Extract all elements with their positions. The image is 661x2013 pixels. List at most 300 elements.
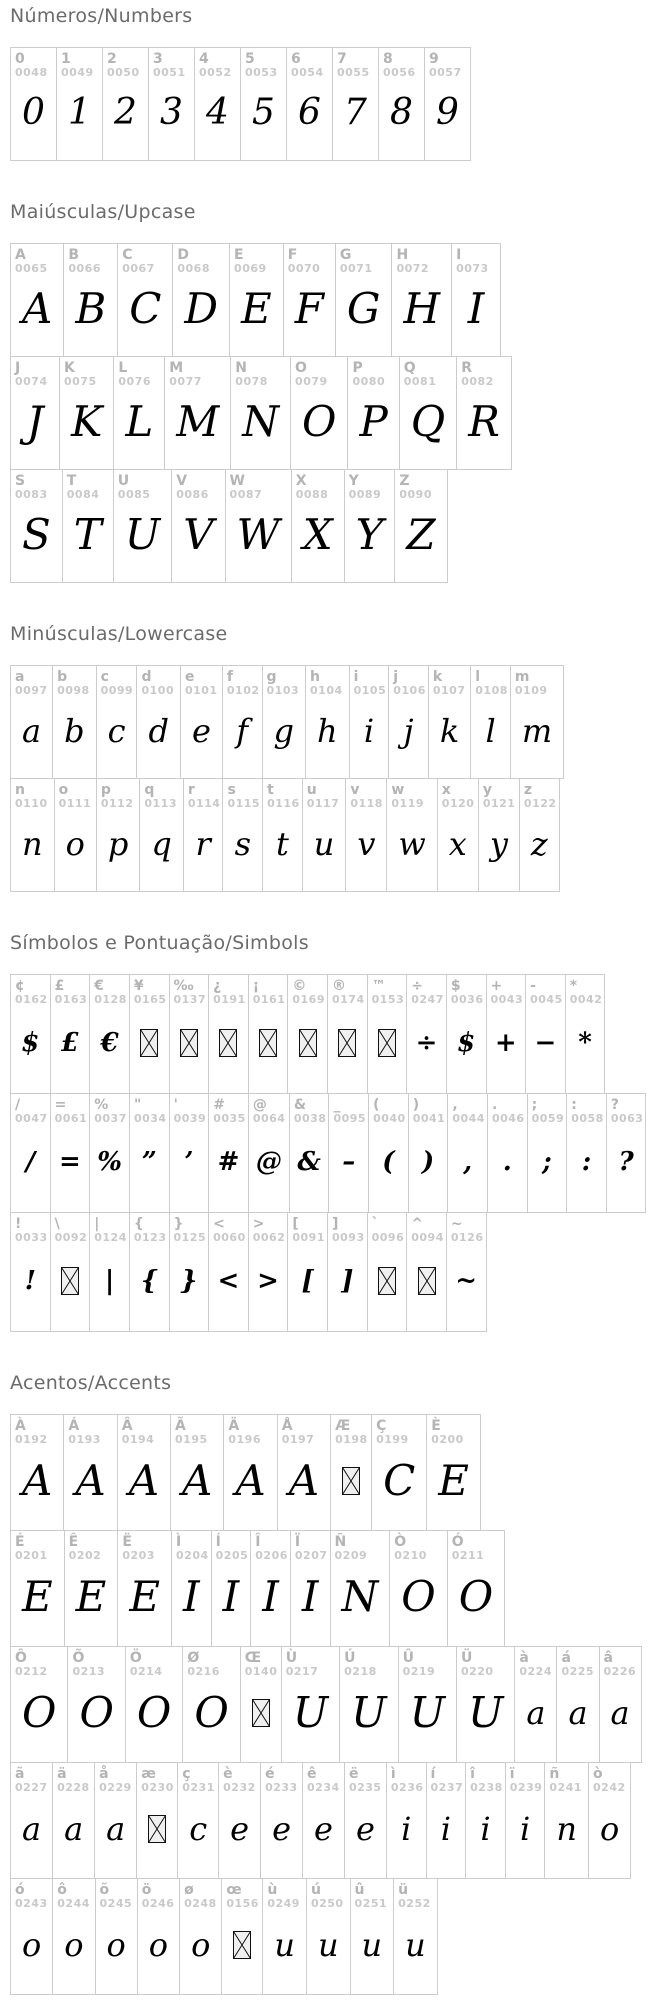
cell-unicode-code: 0049 <box>61 66 94 80</box>
glyph-preview <box>345 1795 386 1878</box>
glyph-preview <box>387 811 436 891</box>
glyph-preview <box>303 1795 344 1878</box>
cell-unicode-code: 0250 <box>310 1897 344 1911</box>
glyph-cell-0094 <box>406 1212 447 1332</box>
glyph-cell-0074 <box>10 356 60 470</box>
cell-character-label: | <box>94 1216 100 1232</box>
section-title-accents: Acentos/Accents <box>10 1372 172 1394</box>
cell-header <box>178 1763 218 1795</box>
cell-unicode-code: 0118 <box>350 797 383 811</box>
cell-unicode-code: 0111 <box>58 797 92 811</box>
cell-unicode-code: 0054 <box>291 66 324 80</box>
glyph: a <box>22 711 42 750</box>
cell-character-label: = <box>54 1097 67 1113</box>
cell-unicode-code: 0079 <box>295 375 328 389</box>
glyph-cell-0198 <box>330 1414 372 1531</box>
glyph-preview <box>97 811 139 891</box>
glyph: x <box>448 824 467 863</box>
section-accents <box>10 1372 661 1995</box>
cell-header <box>387 1763 426 1795</box>
cell-character-label: Ó <box>451 1534 464 1550</box>
cell-character-label: Û <box>402 1650 414 1666</box>
glyph: y <box>489 824 508 863</box>
cell-header <box>506 1763 545 1795</box>
cell-character-label: ` <box>371 1216 379 1232</box>
glyph-cell-0104 <box>305 665 350 779</box>
cell-character-label: R <box>461 360 472 376</box>
glyph-cell-0122 <box>519 778 560 892</box>
cell-character-label: æ <box>141 1766 156 1782</box>
cell-header <box>263 666 305 698</box>
glyph-preview <box>515 1679 556 1762</box>
cell-header <box>328 975 367 1007</box>
cell-character-label: l <box>475 669 481 685</box>
cell-unicode-code: 0203 <box>122 1549 155 1563</box>
glyph: e <box>355 1810 375 1849</box>
glyph-preview <box>379 80 424 160</box>
cell-header <box>340 1647 397 1679</box>
glyph-preview <box>114 502 171 582</box>
cell-unicode-code: 0066 <box>68 262 101 276</box>
cell-character-label: G <box>339 247 352 263</box>
cell-character-label: w <box>391 782 405 798</box>
glyph-row <box>10 1093 646 1213</box>
glyph-cell-0235 <box>344 1762 387 1879</box>
cell-unicode-code: 0098 <box>57 684 90 698</box>
cell-character-label: Ë <box>122 1534 132 1550</box>
cell-character-label: 7 <box>337 51 347 67</box>
glyph: = <box>59 1146 81 1177</box>
cell-unicode-code: 0128 <box>94 993 127 1007</box>
cell-character-label: i <box>353 669 359 685</box>
glyph-preview <box>118 1447 170 1530</box>
cell-header <box>170 975 209 1007</box>
glyph-preview <box>427 1447 480 1530</box>
glyph-cell-0056 <box>378 47 425 161</box>
cell-character-label: D <box>177 247 189 263</box>
glyph: O <box>136 1688 172 1738</box>
glyph-cell-0191 <box>208 974 249 1094</box>
glyph-cell-0169 <box>287 974 328 1094</box>
glyph: 6 <box>298 91 321 133</box>
glyph-cell-0033 <box>10 1212 51 1332</box>
cell-header <box>241 48 286 80</box>
cell-unicode-code: 0033 <box>15 1231 48 1245</box>
glyph: s <box>234 824 251 863</box>
glyph-preview <box>457 389 511 469</box>
glyph-preview <box>409 1126 448 1212</box>
glyph-cell-0107 <box>428 665 471 779</box>
glyph-preview <box>448 1563 504 1646</box>
glyph: A <box>22 1456 53 1506</box>
glyph: u <box>405 1926 426 1965</box>
glyph-cell-0174 <box>327 974 368 1094</box>
cell-header <box>528 1094 567 1126</box>
cell-unicode-code: 0231 <box>182 1781 215 1795</box>
glyph-cell-0163 <box>50 974 91 1094</box>
glyph-cell-0069 <box>229 243 284 357</box>
cell-character-label: > <box>252 1216 265 1232</box>
cell-character-label: ë <box>348 1766 359 1782</box>
cell-header <box>427 1763 466 1795</box>
glyph: z <box>530 824 548 863</box>
cell-header <box>137 1763 177 1795</box>
glyph-row <box>10 47 471 161</box>
glyph-cell-0248 <box>179 1878 222 1995</box>
cell-unicode-code: 0102 <box>226 684 260 698</box>
glyph-preview <box>11 80 56 160</box>
cell-character-label: Ø <box>187 1650 200 1666</box>
cell-character-label: v <box>350 782 360 798</box>
glyph: e <box>272 1810 292 1849</box>
cell-unicode-code: 0073 <box>456 262 489 276</box>
cell-unicode-code: 0228 <box>57 1781 90 1795</box>
glyph-cell-0213 <box>67 1646 125 1763</box>
glyph-preview <box>184 811 223 891</box>
cell-unicode-code: 0226 <box>603 1665 637 1679</box>
cell-unicode-code: 0126 <box>450 1231 484 1245</box>
cell-header <box>303 779 346 811</box>
glyph: i <box>401 1810 412 1849</box>
cell-character-label: 0 <box>15 51 25 67</box>
glyph-row <box>10 1212 487 1332</box>
cell-unicode-code: 0195 <box>175 1433 208 1447</box>
cell-header <box>471 666 510 698</box>
cell-unicode-code: 0067 <box>122 262 155 276</box>
glyph-cell-0209 <box>330 1530 391 1647</box>
cell-unicode-code: 0238 <box>470 1781 503 1795</box>
glyph: £ <box>60 1027 79 1058</box>
glyph: + <box>494 1027 517 1058</box>
cell-character-label: ] <box>332 1216 339 1232</box>
glyph-cell-0195 <box>170 1414 224 1531</box>
glyph-cell-0047 <box>10 1093 51 1213</box>
cell-header <box>11 1763 52 1795</box>
cell-unicode-code: 0252 <box>398 1897 431 1911</box>
glyph-row <box>10 1646 642 1763</box>
glyph-cell-0115 <box>222 778 263 892</box>
glyph-cell-0111 <box>54 778 97 892</box>
glyph-cell-0165 <box>129 974 170 1094</box>
cell-character-label: - <box>530 978 536 994</box>
cell-character-label: F <box>287 247 298 263</box>
cell-unicode-code: 0191 <box>213 993 246 1007</box>
cell-character-label: K <box>64 360 75 376</box>
glyph-cell-0098 <box>52 665 96 779</box>
missing-glyph-icon <box>61 1267 79 1295</box>
cell-header <box>447 1213 486 1245</box>
cell-header <box>566 975 605 1007</box>
cell-header <box>251 1531 290 1563</box>
cell-unicode-code: 0202 <box>68 1549 102 1563</box>
cell-character-label: á <box>561 1650 571 1666</box>
glyph-preview <box>333 80 378 160</box>
cell-character-label: & <box>293 1097 307 1113</box>
cell-character-label: s <box>227 782 236 798</box>
glyph: e <box>191 711 211 750</box>
glyph: U <box>409 1688 445 1738</box>
cell-unicode-code: 0084 <box>66 488 100 502</box>
cell-character-label: U <box>117 473 130 489</box>
glyph-preview <box>11 1126 50 1212</box>
section-title-symbols: Símbolos e Pontuação/Simbols <box>10 932 309 954</box>
glyph: L <box>125 396 154 446</box>
glyph: O <box>22 1688 57 1738</box>
cell-unicode-code: 0094 <box>411 1231 444 1245</box>
glyph-cell-0096 <box>367 1212 408 1332</box>
cell-header <box>427 1415 480 1447</box>
glyph-preview <box>292 502 344 582</box>
glyph-cell-0224 <box>514 1646 557 1763</box>
glyph: U <box>467 1688 504 1738</box>
glyph: & <box>297 1146 321 1177</box>
glyph-cell-0123 <box>129 1212 170 1332</box>
cell-header <box>11 975 50 1007</box>
cell-header <box>51 1213 90 1245</box>
glyph-preview <box>278 1447 330 1530</box>
cell-character-label: L <box>118 360 128 376</box>
cell-unicode-code: 0225 <box>561 1665 595 1679</box>
glyph-cell-0153 <box>367 974 408 1094</box>
cell-unicode-code: 0113 <box>144 797 177 811</box>
glyph-preview <box>230 276 283 356</box>
cell-character-label: a <box>15 669 25 685</box>
section-upcase <box>10 201 661 583</box>
glyph-preview <box>11 698 52 778</box>
glyph-preview <box>487 1007 526 1093</box>
cell-character-label: ~ <box>450 1216 463 1232</box>
glyph-preview <box>103 80 148 160</box>
glyph: j <box>403 711 414 750</box>
cell-unicode-code: 0065 <box>15 262 48 276</box>
cell-unicode-code: 0193 <box>68 1433 101 1447</box>
glyph-preview <box>173 276 229 356</box>
cell-header <box>90 1094 129 1126</box>
glyph-cell-0161 <box>248 974 289 1094</box>
glyph-preview <box>209 1245 248 1331</box>
glyph: a <box>610 1694 630 1733</box>
glyph: V <box>183 509 214 559</box>
glyph-cell-0106 <box>388 665 429 779</box>
glyph-cell-0242 <box>588 1762 631 1879</box>
cell-character-label: ï <box>509 1766 515 1782</box>
glyph-preview <box>479 811 519 891</box>
glyph-preview <box>64 276 117 356</box>
cell-character-label: é <box>265 1766 275 1782</box>
cell-header <box>241 1647 281 1679</box>
glyph-cell-0093 <box>327 1212 368 1332</box>
cell-character-label: ì <box>390 1766 396 1782</box>
cell-unicode-code: 0207 <box>294 1549 328 1563</box>
cell-header <box>11 666 52 698</box>
cell-character-label: c <box>100 669 109 685</box>
glyph-row <box>10 469 448 583</box>
cell-header <box>457 357 511 389</box>
cell-unicode-code: 0213 <box>72 1665 106 1679</box>
glyph: A <box>22 283 53 333</box>
cell-unicode-code: 0108 <box>475 684 508 698</box>
glyph-cell-0220 <box>456 1646 515 1763</box>
cell-character-label: £ <box>54 978 65 994</box>
glyph-cell-0091 <box>287 1212 328 1332</box>
cell-character-label: Ã <box>175 1418 186 1434</box>
cell-character-label: Ì <box>176 1534 182 1550</box>
glyph-cell-0243 <box>10 1878 53 1995</box>
cell-unicode-code: 0245 <box>99 1897 133 1911</box>
cell-unicode-code: 0088 <box>295 488 329 502</box>
cell-header <box>90 975 129 1007</box>
glyph: [ <box>301 1265 314 1296</box>
cell-character-label: Í <box>215 1534 221 1550</box>
cell-unicode-code: 0125 <box>173 1231 207 1245</box>
cell-unicode-code: 0090 <box>399 488 432 502</box>
glyph-cell-0048 <box>10 47 57 161</box>
glyph-preview <box>64 1447 116 1530</box>
glyph-cell-0249 <box>262 1878 307 1995</box>
glyph-cell-0044 <box>447 1093 488 1213</box>
glyph-cell-0251 <box>350 1878 395 1995</box>
cell-character-label: < <box>213 1216 225 1232</box>
cell-unicode-code: 0046 <box>491 1112 525 1126</box>
cell-character-label: Y <box>348 473 359 489</box>
cell-header <box>64 1415 116 1447</box>
glyph-cell-0193 <box>63 1414 117 1531</box>
glyph-preview <box>368 1007 407 1093</box>
cell-character-label: $ <box>450 978 461 994</box>
cell-header <box>390 1531 446 1563</box>
glyph-preview <box>345 502 395 582</box>
cell-unicode-code: 0233 <box>265 1781 298 1795</box>
glyph-cell-0055 <box>332 47 379 161</box>
glyph: o <box>106 1926 126 1965</box>
cell-header <box>307 1879 350 1911</box>
cell-header <box>263 779 302 811</box>
glyph-cell-0065 <box>10 243 64 357</box>
glyph-preview <box>55 811 96 891</box>
glyph: A <box>75 1456 106 1506</box>
cell-character-label: Õ <box>72 1650 85 1666</box>
cell-character-label: Ò <box>394 1534 407 1550</box>
glyph: $ <box>21 1027 40 1058</box>
cell-header <box>114 470 171 502</box>
glyph-cell-0217 <box>281 1646 340 1763</box>
cell-header <box>130 1094 169 1126</box>
cell-header <box>130 975 169 1007</box>
cell-character-label: ã <box>15 1766 25 1782</box>
glyph-preview <box>180 1911 221 1994</box>
cell-header <box>222 1879 262 1911</box>
cell-unicode-code: 0116 <box>267 797 300 811</box>
glyph-cell-0239 <box>505 1762 546 1879</box>
glyph-preview <box>60 389 113 469</box>
glyph-cell-0060 <box>208 1212 249 1332</box>
cell-character-label: Ú <box>344 1650 356 1666</box>
glyph: i <box>480 1810 491 1849</box>
cell-header <box>282 1647 339 1679</box>
glyph: A <box>182 1456 213 1506</box>
cell-header <box>55 779 96 811</box>
glyph: i <box>363 711 375 750</box>
cell-character-label: @ <box>252 1097 267 1113</box>
glyph-cell-0067 <box>117 243 173 357</box>
cell-unicode-code: 0077 <box>169 375 202 389</box>
cell-character-label: À <box>15 1418 26 1434</box>
cell-character-label: [ <box>292 1216 299 1232</box>
glyph-cell-0219 <box>398 1646 457 1763</box>
glyph: E <box>241 283 272 333</box>
cell-unicode-code: 0056 <box>383 66 416 80</box>
glyph-preview <box>407 1007 446 1093</box>
glyph-cell-0076 <box>113 356 165 470</box>
glyph-preview <box>395 502 446 582</box>
cell-header <box>372 1415 426 1447</box>
glyph: B <box>75 283 107 333</box>
glyph: A <box>288 1456 320 1506</box>
glyph: } <box>180 1265 198 1296</box>
cell-header <box>545 1763 588 1795</box>
cell-header <box>291 357 347 389</box>
cell-character-label: / <box>15 1097 21 1113</box>
glyph-row <box>10 1414 481 1531</box>
cell-character-label: g <box>266 669 277 685</box>
cell-unicode-code: 0101 <box>184 684 218 698</box>
cell-unicode-code: 0122 <box>523 797 557 811</box>
cell-unicode-code: 0209 <box>334 1549 368 1563</box>
cell-unicode-code: 0092 <box>54 1231 88 1245</box>
glyph: 5 <box>252 91 275 133</box>
cell-header <box>447 975 486 1007</box>
glyph-cell-0118 <box>345 778 387 892</box>
cell-header <box>488 1094 527 1126</box>
cell-header <box>452 244 500 276</box>
glyph-preview <box>53 1911 94 1994</box>
cell-character-label: É <box>15 1534 25 1550</box>
glyph-cell-0042 <box>565 974 606 1094</box>
cell-character-label: M <box>169 360 184 376</box>
cell-character-label: q <box>144 782 155 798</box>
glyph: 9 <box>436 91 459 133</box>
cell-unicode-code: 0055 <box>337 66 370 80</box>
glyph: l <box>485 711 496 750</box>
glyph: ? <box>618 1146 634 1177</box>
glyph-row <box>10 1530 505 1647</box>
cell-unicode-code: 0097 <box>15 684 48 698</box>
cell-unicode-code: 0099 <box>100 684 134 698</box>
cell-unicode-code: 0043 <box>490 993 524 1007</box>
glyph: a <box>526 1694 546 1733</box>
glyph: i <box>440 1810 451 1849</box>
cell-character-label: ¡ <box>252 978 260 994</box>
cell-unicode-code: 0052 <box>199 66 232 80</box>
cell-unicode-code: 0048 <box>15 66 48 80</box>
glyph-cell-0052 <box>194 47 241 161</box>
glyph-preview <box>372 1447 426 1530</box>
cell-unicode-code: 0038 <box>293 1112 327 1126</box>
cell-header <box>329 1094 368 1126</box>
cell-character-label: o <box>58 782 69 798</box>
cell-unicode-code: 0153 <box>371 993 405 1007</box>
glyph-preview <box>447 1007 486 1093</box>
cell-header <box>11 1213 50 1245</box>
cell-character-label: " <box>133 1097 142 1113</box>
glyph-preview <box>448 1126 487 1212</box>
cell-unicode-code: 0192 <box>15 1433 48 1447</box>
glyph-preview <box>251 1563 290 1646</box>
cell-character-label: # <box>213 1097 225 1113</box>
glyph-preview <box>589 1795 630 1878</box>
cell-header <box>457 1647 514 1679</box>
glyph-preview <box>331 1447 371 1530</box>
